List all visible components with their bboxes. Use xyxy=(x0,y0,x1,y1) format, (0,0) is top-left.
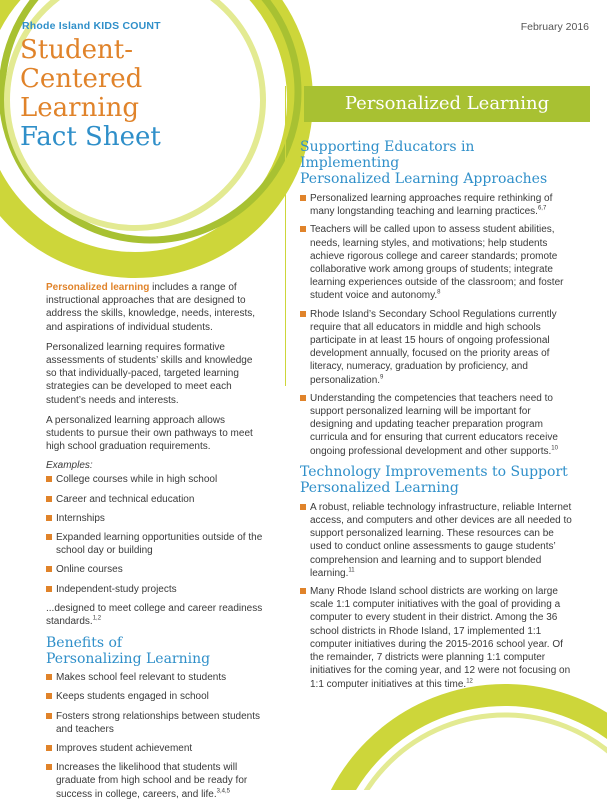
examples-list xyxy=(46,473,264,595)
footnote-ref: 8 xyxy=(437,290,441,297)
left-column xyxy=(46,281,264,807)
paragraph-formative: Personalized learning requires formative assessments of students’ skills and knowledge so that individually-paced, targeted learning strategies can be developed to meet each student’s needs and interests. xyxy=(46,341,253,406)
footnote-ref: 1,2 xyxy=(92,615,102,622)
closing-text: ...designed to meet college and career readiness standards. xyxy=(46,602,263,628)
title-line-4: Fact Sheet xyxy=(20,122,161,152)
educators-heading-line-2: Personalized Learning Approaches xyxy=(300,171,548,187)
list-item xyxy=(300,585,575,691)
technology-heading-line-2: Personalized Learning xyxy=(300,479,459,496)
footnote-ref: 3,4,5 xyxy=(216,788,230,795)
list-item: College courses while in high school xyxy=(46,473,264,486)
section-banner: Personalized Learning xyxy=(304,86,590,122)
list-item-text: Increases the likelihood that students will graduate from high school and be ready for success in college, careers, and life. xyxy=(56,762,248,800)
footnote-ref: 11 xyxy=(348,567,355,574)
examples-closing xyxy=(46,602,264,628)
publication-date: February 2016 xyxy=(520,21,589,33)
list-item: Expanded learning opportunities outside of the school day or building xyxy=(46,531,264,557)
column-divider xyxy=(285,86,286,386)
list-item: Online courses xyxy=(46,563,264,576)
intro-rest: includes a range of instructional approaches that are designed to address the skills, knowledge, needs, interests, and aspirations of individual students. xyxy=(46,282,255,333)
list-item xyxy=(46,671,264,684)
examples-label: Examples: xyxy=(46,460,93,472)
technology-heading xyxy=(300,464,575,496)
list-item xyxy=(300,192,575,218)
footnote-ref: 6,7 xyxy=(537,205,547,212)
bottom-lime-ring xyxy=(320,695,607,790)
title-line-1: Student- xyxy=(20,35,134,65)
list-item-text: A robust, reliable technology infrastructure, reliable Internet access, and computers and other devices are all needed to support personalized learning. These resources can be used to conduct online assessments to gauge students’ comprehension and learning and to support blended learning. xyxy=(310,501,572,579)
benefits-heading-line-1: Benefits of xyxy=(46,635,123,652)
title-line-2: Centered xyxy=(20,64,143,94)
list-item xyxy=(300,223,575,302)
list-item-text: Keeps students engaged in school xyxy=(56,691,209,703)
educators-heading xyxy=(300,139,575,187)
list-item xyxy=(300,501,575,580)
list-item xyxy=(46,761,264,801)
list-item: Independent-study projects xyxy=(46,583,264,596)
list-item-text: Many Rhode Island school districts are working on large scale 1:1 computer initiatives with the goal of providing a computer to every student in their district. Among the 36 school districts in Rhode Island, 17 implemented 1:1 computer initiatives during the 2015-2016 school year. Of the remainder, 7 districts were planning 1:1 computer initiatives for the coming year, and 12 were not focusing on 1:1 computer initiatives at this time. xyxy=(310,586,571,690)
footnote-ref: 9 xyxy=(380,374,384,381)
title-line-3: Learning xyxy=(20,93,140,123)
list-item-text: Makes school feel relevant to students xyxy=(56,672,227,684)
benefits-heading xyxy=(46,635,264,667)
list-item: Career and technical education xyxy=(46,493,264,506)
educators-heading-line-1: Supporting Educators in Implementing xyxy=(300,139,475,171)
intro-paragraph xyxy=(46,281,264,334)
footnote-ref: 10 xyxy=(551,445,558,452)
list-item-text: Improves student achievement xyxy=(56,743,193,755)
page-title xyxy=(20,36,161,152)
list-item-text: Personalized learning approaches require rethinking of many longstanding teaching and learning practices. xyxy=(310,193,553,218)
paragraph-pathways: A personalized learning approach allows students to pursue their own pathways to meet high school graduation requirements. xyxy=(46,414,253,453)
list-item-text: Fosters strong relationships between students and teachers xyxy=(56,710,260,735)
list-item xyxy=(300,392,575,458)
technology-heading-line-1: Technology Improvements to Support xyxy=(300,463,568,480)
footnote-ref: 12 xyxy=(466,678,473,685)
list-item xyxy=(46,742,264,755)
benefits-heading-line-2: Personalizing Learning xyxy=(46,651,211,668)
intro-lead: Personalized learning xyxy=(46,282,150,293)
right-column xyxy=(300,139,575,696)
list-item-text: Teachers will be called upon to assess student abilities, needs, learning styles, and motivations; help students achieve rigorous college and career standards; promote collaborative work among groups of students; integrate learning experiences outside of the classroom; and foster student voice and autonomy. xyxy=(310,224,564,302)
technology-list xyxy=(300,501,575,691)
list-item xyxy=(300,308,575,387)
list-item: Internships xyxy=(46,512,264,525)
list-item xyxy=(46,710,264,736)
benefits-list xyxy=(46,671,264,801)
list-item-text: Understanding the competencies that teachers need to support personalized learning will be important for designing and updating teacher preparation program curricula and for ensuring that current educators receive ongoing professional development and other supports. xyxy=(310,392,558,457)
brand-name: Rhode Island KIDS COUNT xyxy=(22,20,161,32)
educators-list xyxy=(300,192,575,458)
list-item-text: Rhode Island’s Secondary School Regulations currently require that all educators in middle and high schools participate in at least 15 hours of ongoing professional development annually, focused on the priority areas of literacy, numeracy, graduation by proficiency, and personalization. xyxy=(310,308,557,386)
list-item xyxy=(46,690,264,703)
